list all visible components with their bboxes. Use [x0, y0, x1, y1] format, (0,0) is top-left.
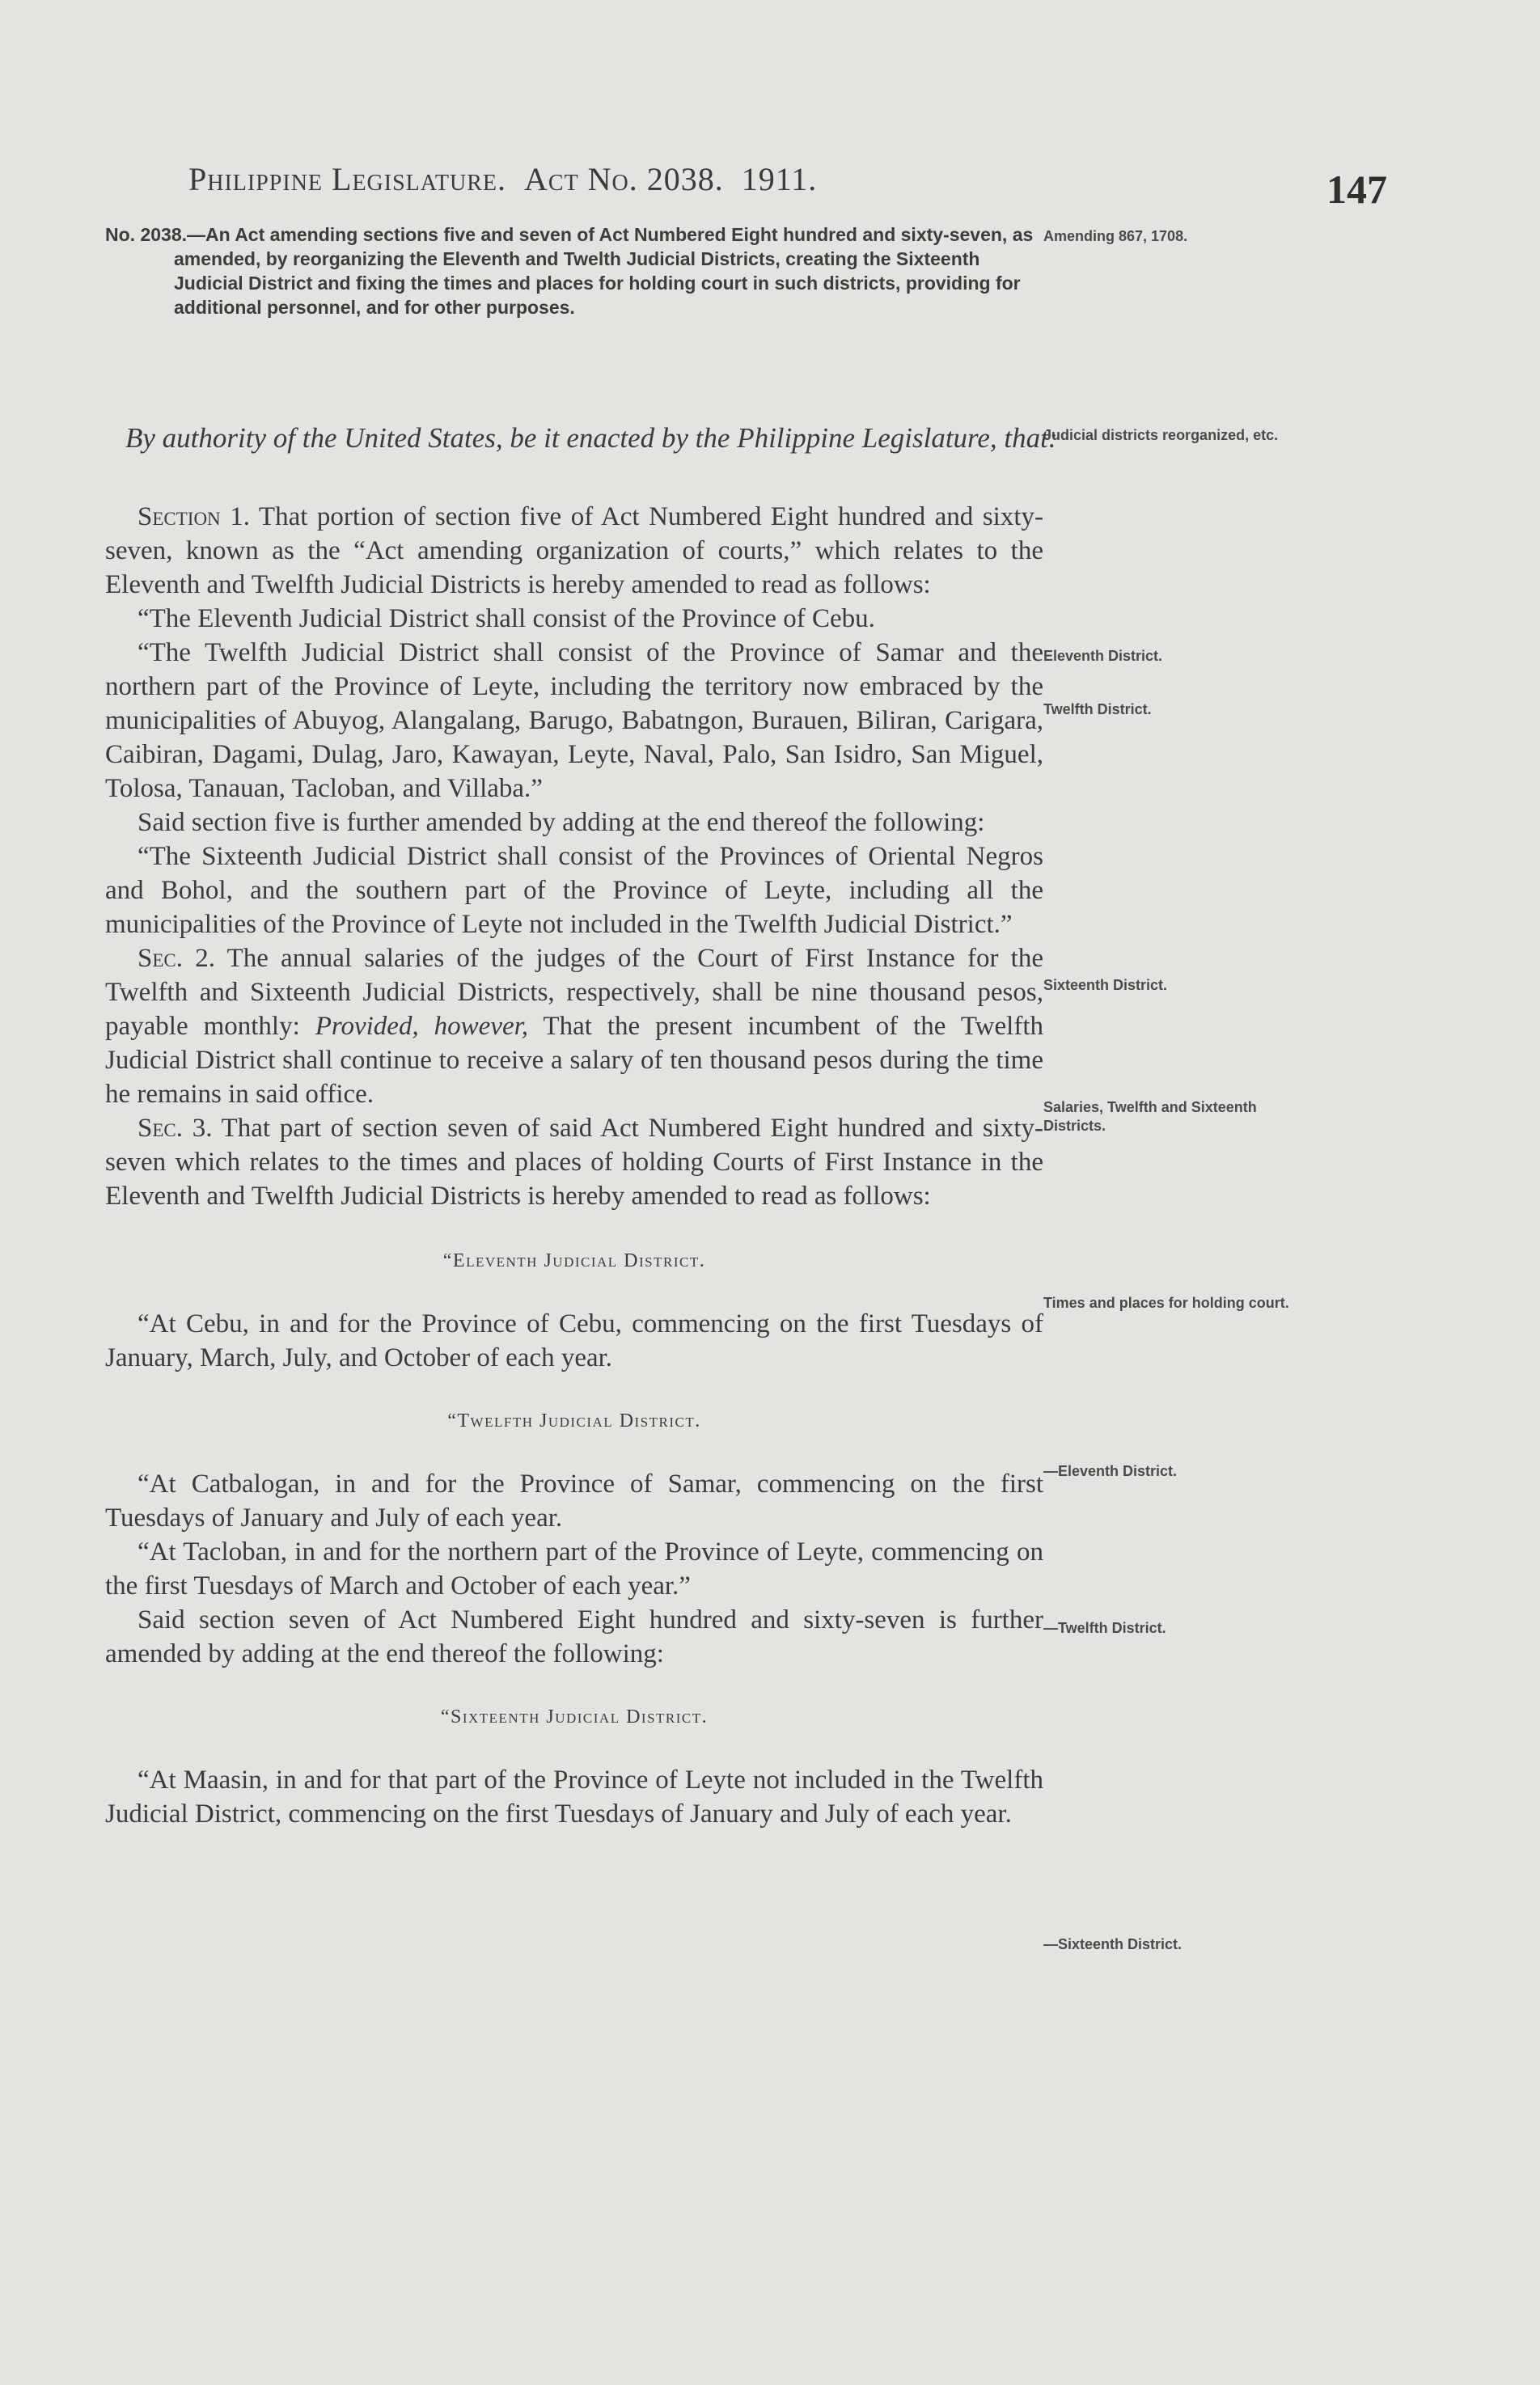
heading-twelfth-district: “Twelfth Judicial District.	[447, 1410, 701, 1431]
paragraph-eleventh-district: “The Eleventh Judicial District shall consist of the Province of Cebu.	[138, 604, 875, 633]
margin-note-times: Times and places for holding court.	[1043, 1295, 1289, 1311]
act-title-number: No. 2038.	[105, 224, 187, 245]
heading-eleventh-district: “Eleventh Judicial District.	[442, 1250, 706, 1271]
paragraph-catbalogan: “At Catbalogan, in and for the Province of Samar, commencing on the first Tuesdays of January and July of each year.	[105, 1469, 1043, 1533]
paragraph-twelfth-district: “The Twelfth Judicial District shall consist of the Province of Samar and the northern part of the Province of Leyte, including the territory now embraced by the municipalities of Abuyog, Alangalang, Barugo, Babatngon, Burauen, Biliran, Carigara, Caibiran, Dagami, Dulag, Jaro, Kawayan, Leyte, Naval, Palo, San Isidro, San Miguel, Tolosa, Tanauan, Tacloban, and Villaba.”	[105, 638, 1043, 803]
section-3-text: That part of section seven of said Act Numbered Eight hundred and sixty-seven which relates to the times and places of holding Courts of First Instance in the Eleventh and Twelfth Judicial Districts is hereby amended to read as follows:	[105, 1114, 1044, 1211]
year: 1911.	[741, 161, 818, 197]
paragraph-cebu: “At Cebu, in and for the Province of Cebu, commencing on the first Tuesdays of January, March, July, and October of each year.	[105, 1309, 1043, 1372]
paragraph-tacloban: “At Tacloban, in and for the northern part of the Province of Leyte, commencing on the first Tuesdays of March and October of each year.”	[105, 1537, 1043, 1601]
running-header	[188, 160, 1402, 198]
section-1-text: That portion of section five of Act Numbered Eight hundred and sixty-seven, known as the “Act amending organization of courts,” which relates to the Eleventh and Twelfth Judicial Districts is hereby amended to read as follows:	[105, 502, 1044, 599]
margin-note-eleventh: Eleventh District.	[1043, 648, 1163, 664]
section-2-text-b: That the present incumbent of the Twelfth Judicial District shall continue to receive a salary of ten thousand pesos during the time he remains in said office.	[105, 1012, 1043, 1109]
running-title: Philippine Legislature.	[188, 161, 506, 197]
section-3-label: Sec. 3.	[138, 1114, 213, 1143]
margin-note-twelfth-dash: —Twelfth District.	[1043, 1620, 1166, 1636]
margin-note-twelfth: Twelfth District.	[1043, 701, 1152, 717]
act-body	[105, 500, 1043, 1831]
section-2-text-a: The annual salaries of the judges of the Court of First Instance for the Twelfth and Sixteenth Judicial Districts, respectively, shall be nine thousand pesos, payable monthly:	[105, 944, 1043, 1041]
page-number: 147	[1326, 167, 1387, 212]
paragraph-further-amended: Said section five is further amended by adding at the end thereof the following:	[138, 808, 985, 837]
margin-note-reorganized: Judicial districts reorganized, etc.	[1043, 427, 1279, 443]
section-2	[105, 941, 1043, 1111]
heading-sixteenth-district: “Sixteenth Judicial District.	[440, 1706, 709, 1727]
section-2-proviso: Provided, however,	[315, 1012, 529, 1041]
margin-note-sixteenth-dash: —Sixteenth District.	[1043, 1936, 1182, 1952]
paragraph-said-section-seven: Said section seven of Act Numbered Eight hundred and sixty-seven is further amended by adding at the end thereof the following:	[105, 1605, 1043, 1668]
margin-note-sixteenth: Sixteenth District.	[1043, 977, 1168, 993]
section-3	[105, 1111, 1043, 1213]
section-1-label: Section 1.	[138, 502, 250, 531]
section-1	[105, 500, 1043, 602]
paragraph-sixteenth-district: “The Sixteenth Judicial District shall consist of the Provinces of Oriental Negros and Bohol, and the southern part of the Province of Leyte, including all the municipalities of the Province of Leyte not included in the Twelfth Judicial District.”	[105, 842, 1043, 939]
act-title	[105, 222, 1043, 319]
act-title-text: —An Act amending sections five and seven of Act Numbered Eight hundred and sixty-seven, as amended, by reorganizing the Eleventh and Twelth Judicial Districts, creating the Sixteenth Judicial District and fixing the times and places for holding court in such districts, providing for additional personnel, and for other purposes.	[174, 224, 1034, 318]
act-number: Act No. 2038.	[524, 161, 724, 197]
section-2-label: Sec. 2.	[138, 944, 215, 973]
paragraph-maasin: “At Maasin, in and for that part of the Province of Leyte not included in the Twelfth Judicial District, commencing on the first Tuesdays of January and July of each year.	[105, 1765, 1043, 1829]
margin-note-amending: Amending 867, 1708.	[1043, 228, 1188, 244]
margin-note-salaries: Salaries, Twelfth and Sixteenth Districts.	[1043, 1099, 1257, 1134]
margin-note-eleventh-dash: —Eleventh District.	[1043, 1463, 1178, 1479]
enacting-clause: By authority of the United States, be it enacted by the Philippine Legislature, that:	[125, 422, 1058, 454]
